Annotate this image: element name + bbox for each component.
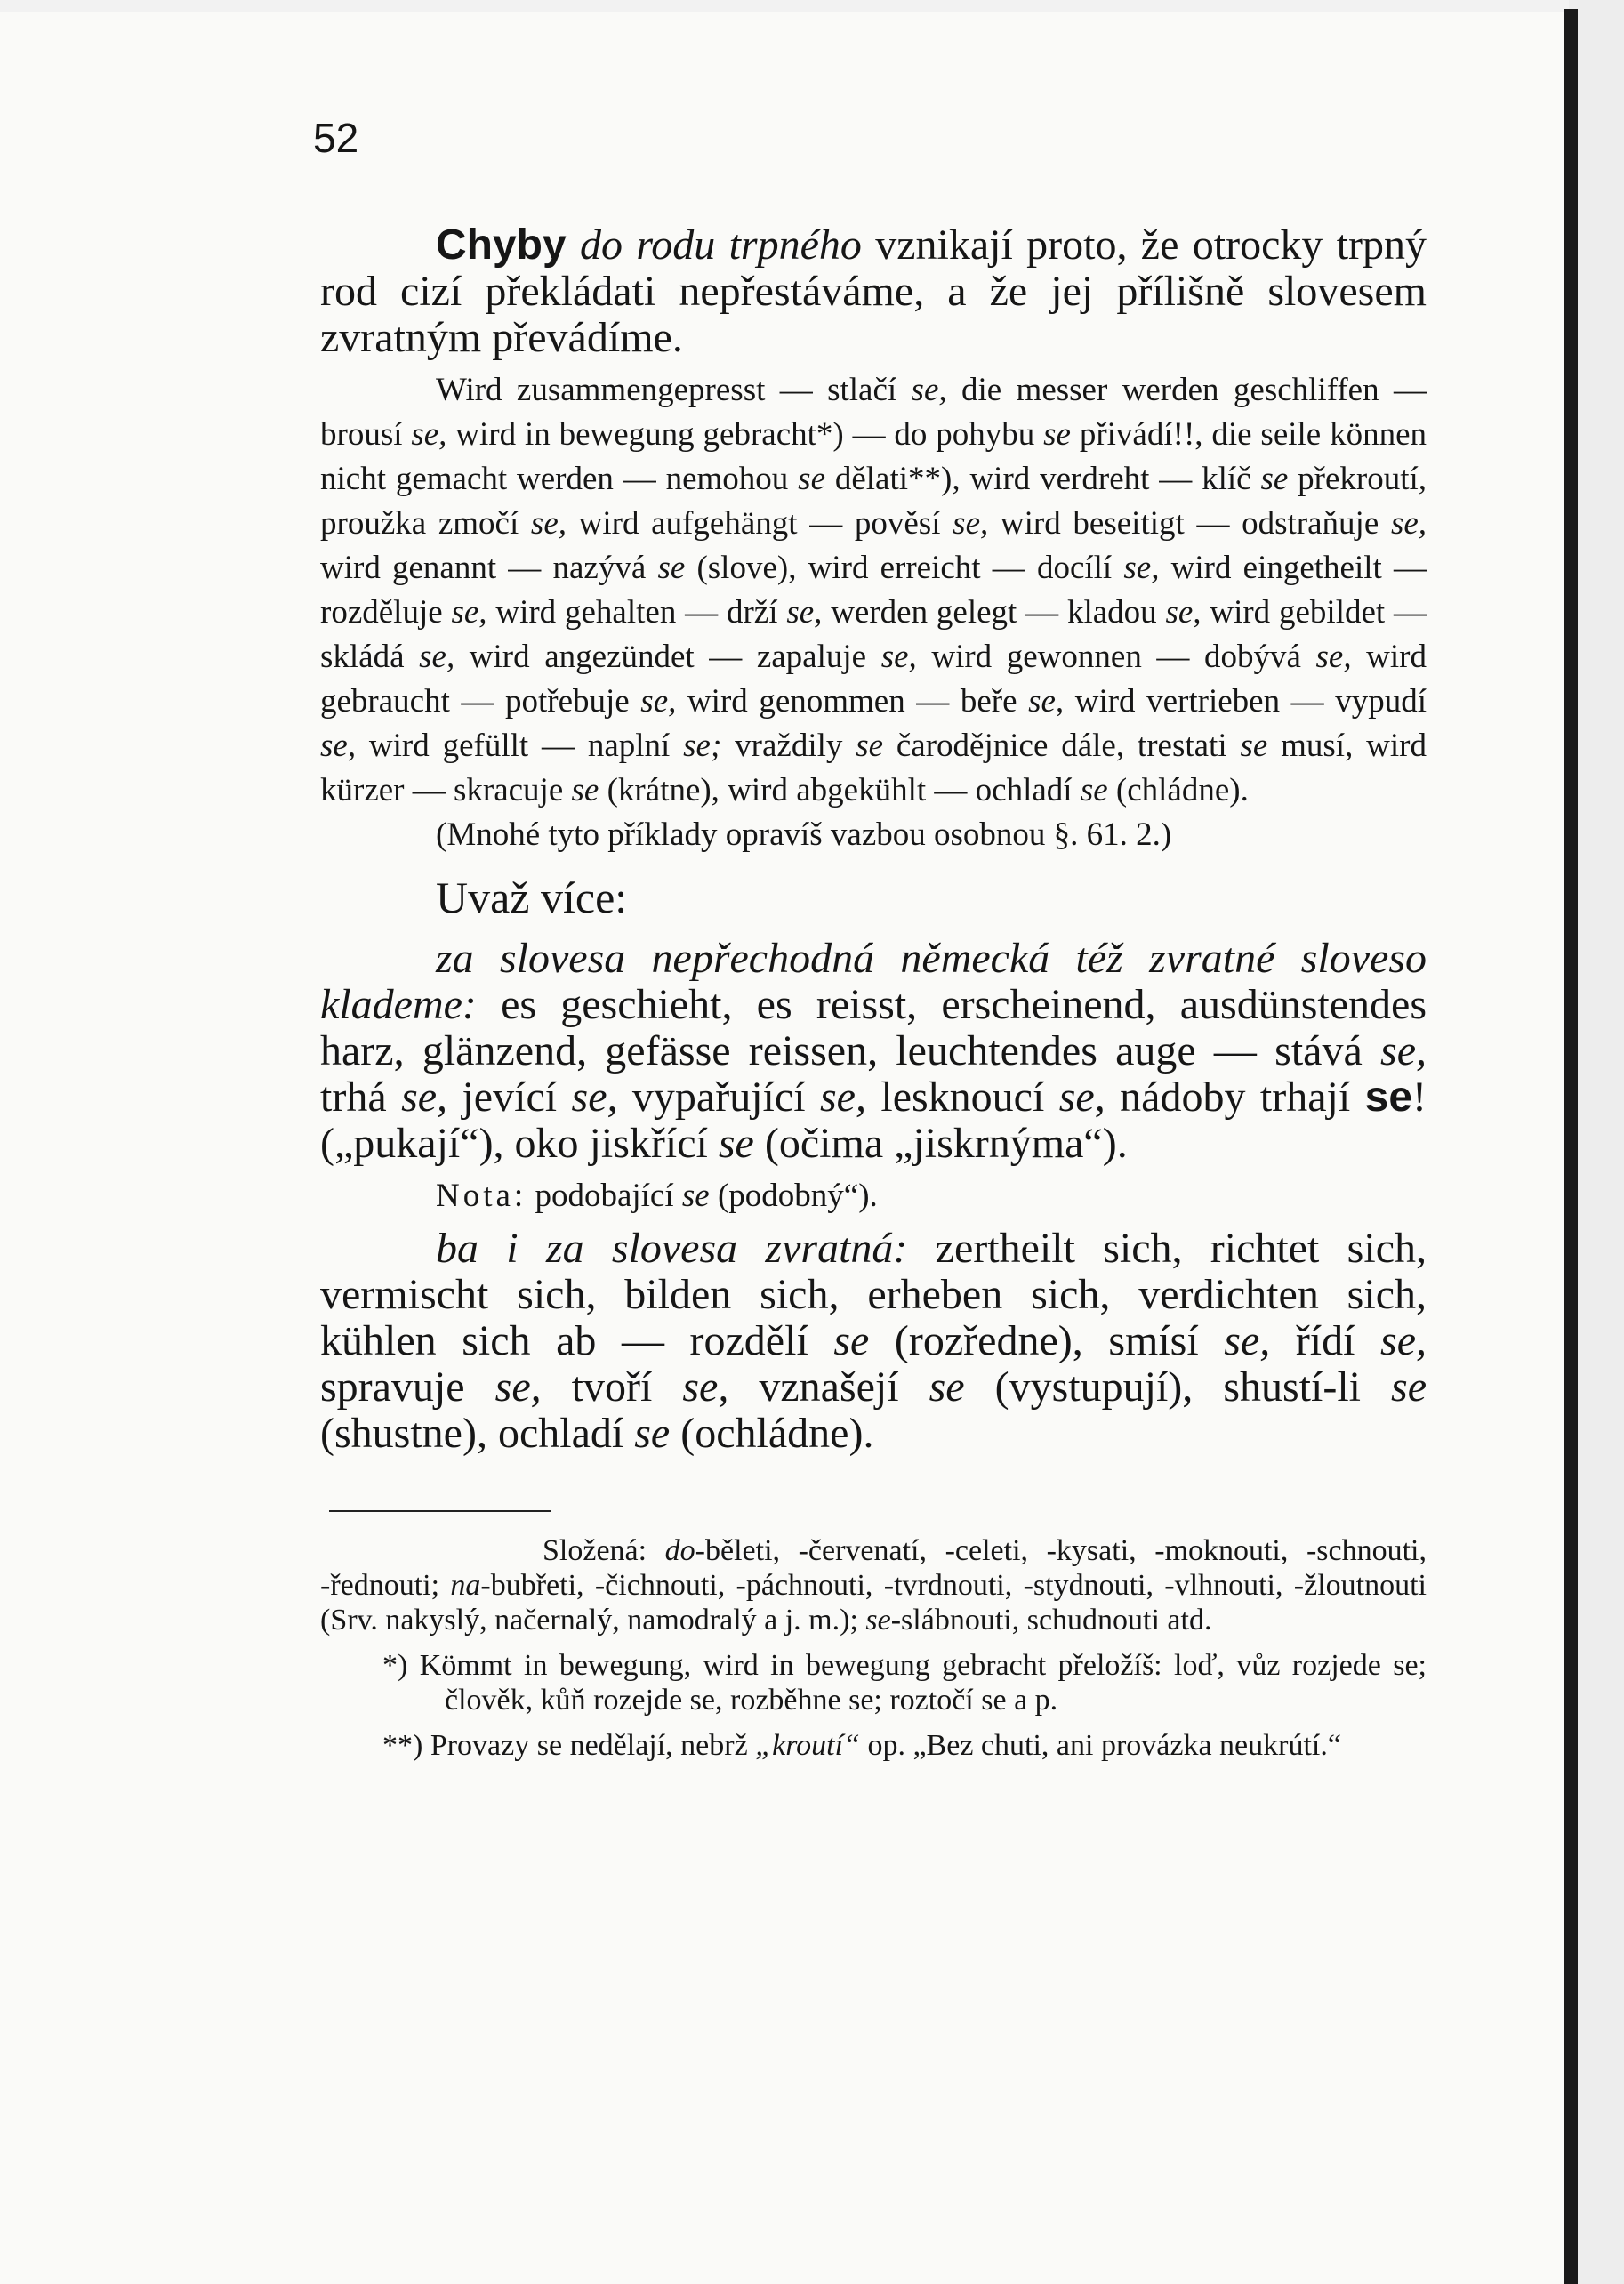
se-word: se [681,1178,710,1214]
se-word: se, [1123,550,1160,586]
paragraph-text: ! („pukají“), oko jiskřící [320,1074,1427,1167]
note-paragraph: (Mnohé tyto příklady opravíš vazbou osobnou §. 61. 2.) [436,816,1172,853]
se-word: se [856,728,884,764]
footnote-rule [329,1510,551,1512]
prefix-italic: do [664,1534,695,1567]
footnote-text: Provazy se nedělají, nebrž [422,1729,756,1762]
se-word: se, [1380,1027,1427,1074]
footnote-text: Kömmt in bewegung, wird in bewegung gebracht přeložíš: loď, vůz rozjede se; člověk, kůň rozejde se, rozběhne se; roztočí se a p. [407,1649,1427,1717]
paragraph-text: (rozředne), smísí [869,1317,1225,1364]
se-word: se, [451,594,487,631]
se-word: se, [411,416,447,453]
nota-label: Nota: [436,1178,527,1214]
examples-text: werden gelegt — kladou [822,594,1166,631]
examples-text: (krátne), wird abgekühlt — ochladí [599,772,1081,808]
se-word: se, [786,594,823,631]
paragraph-text: tvoří [541,1363,683,1411]
intransitive-lead: za slovesa nepřechodná německá též zvratné sloveso klademe: [320,935,1427,1028]
examples-text: (slove), wird erreicht — docílí [685,550,1124,586]
se-word: se [718,1120,754,1167]
examples-text: die messer werden geschliffen — brousí [320,372,1427,453]
se-word: se, [571,1074,618,1121]
nota-text: (podobný“). [709,1178,878,1214]
paragraph-text: nádoby trhají [1105,1074,1365,1121]
main-text [320,222,1427,1763]
intro-italic-phrase: do rodu trpného [580,221,862,269]
examples-text: wird beseitigt — odstraňuje [988,505,1391,542]
examples-text: wird gewonnen — dobývá [916,639,1316,675]
intro-paragraph [320,222,1427,361]
se-word: se, [1390,505,1427,542]
se-word: se, [953,505,989,542]
paragraph-text: zertheilt sich, richtet sich, vermischt sich, bilden sich, erheben sich, verdichten sich, kühlen sich ab — rozdělí [320,1225,1427,1364]
se-word: se, [880,639,917,675]
prefix-italic: na [450,1569,481,1602]
footnote-text: -bubřeti, -čichnouti, -páchnouti, -tvrdnouti, -stydnouti, -vlhnouti, -žloutnouti (Srv. nakyslý, načernalý, namodralý a j. m.); [320,1569,1427,1637]
examples-text: musí, wird kürzer — skracuje [320,728,1427,808]
se-word: se [833,1317,870,1364]
examples-text: wird in bewegung gebracht*) — do pohybu [446,416,1044,453]
footnote-double-star [320,1728,1427,1763]
examples-text: wird genannt — nazývá [320,550,658,586]
examples-text: čarodějnice dále, trestati [883,728,1241,764]
footnote-text: -běleti, -červenatí, -celeti, -kysati, -moknouti, -schnouti, -řednouti; [320,1534,1427,1602]
examples-text: wird gefüllt — naplní [356,728,684,764]
se-word: se, [640,683,677,720]
prefix-italic: se [865,1604,891,1637]
se-word: se [1043,416,1071,453]
paragraph-text: lesknoucí [865,1074,1059,1121]
consider-heading: Uvaž více: [436,873,628,922]
intransitive-paragraph [320,936,1427,1167]
se-word: se, [682,1363,729,1411]
examples-text: wird aufgehängt — pověsí [567,505,953,542]
se-word: se [1240,728,1268,764]
se-word-bold: se [1364,1074,1413,1121]
se-word: se, [1315,639,1352,675]
se-word: se [1260,461,1289,497]
examples-text: Wird zusammengepresst — stlačí [436,372,912,408]
examples-text: wird genommen — beře [676,683,1029,720]
nota-paragraph [320,1174,1427,1218]
paragraph-text: jevící [447,1074,572,1121]
se-word: se, [1028,683,1065,720]
examples-text: wird gebraucht — potřebuje [320,639,1427,720]
se-word: se [929,1363,965,1411]
footnote-text: -slábnouti, schudnouti atd. [890,1604,1212,1637]
footnote-compounds [320,1533,1427,1637]
se-word: se, [1165,594,1202,631]
se-word: se [1080,772,1108,808]
examples-paragraph [320,368,1427,813]
examples-text: wird angezündet — zapaluje [454,639,881,675]
se-word: se, [1380,1317,1427,1364]
se-word: se, [320,728,357,764]
se-word: se, [494,1363,542,1411]
scan-top-border [0,0,1624,12]
se-word: se; [683,728,722,764]
paragraph-text: řídí [1270,1317,1381,1364]
se-word: se, [1224,1317,1271,1364]
se-word: se [634,1410,671,1457]
footnote-text: op. „Bez chuti, ani provázka neukrútí.“ [859,1729,1341,1762]
examples-text: wird gehalten — drží [486,594,787,631]
se-word: se [657,550,686,586]
footnote-marker: **) [382,1729,423,1762]
se-word: se, [819,1074,866,1121]
intro-text: vznikají proto, že otrocky trpný rod cizí překládati nepřestáváme, a že jej přílišně slovesem zvratným převádíme. [320,221,1427,361]
examples-text: wird eingetheilt — rozděluje [320,550,1427,631]
se-word: se, [1058,1074,1105,1121]
se-word: se, [419,639,455,675]
paragraph-text: vznašejí [728,1363,929,1411]
paragraph-text: (očima „jiskrnýma“). [753,1120,1128,1167]
se-word: se, [911,372,947,408]
paragraph-text: (vystupují), shustí-li [964,1363,1392,1411]
footnote-text: Složená: [543,1534,665,1567]
reflexive-lead: ba i za slovesa zvratná: [436,1225,908,1272]
footnote-marker: *) [382,1649,408,1682]
paragraph-text: spravuje [320,1363,495,1411]
paragraph-text: es geschieht, es reisst, erscheinend, ausdünstendes harz, glänzend, gefässe reissen, leuchtendes auge — stává [320,981,1427,1074]
se-word: se, [530,505,567,542]
reflexive-paragraph [320,1226,1427,1457]
examples-text: wird gebildet — skládá [320,594,1427,675]
examples-text: (chládne). [1107,772,1249,808]
scan-right-edge-line [1564,9,1578,2284]
examples-text: dělati**), wird verdreht — klíč [825,461,1261,497]
footnote-italic: „kroutí“ [755,1729,860,1762]
paragraph-text: (shustne), ochladí [320,1410,635,1457]
examples-text: wird vertrieben — vypudí [1064,683,1427,720]
examples-text: překroutí, proužka zmočí [320,461,1427,542]
paragraph-text: trhá [320,1074,402,1121]
se-word: se, [401,1074,448,1121]
nota-text: podobající [527,1178,682,1214]
se-word: se [798,461,825,497]
paragraph-text: vypařující [617,1074,820,1121]
page-number: 52 [313,115,359,161]
examples-text: přivádí!!, die seile können nicht gemacht werden — nemohou [320,416,1427,497]
footnote-single-star [320,1648,1427,1717]
se-word: se [571,772,599,808]
intro-heading-word: Chyby [436,221,567,269]
paragraph-text: (ochládne). [670,1410,874,1457]
se-word: se [1391,1363,1427,1411]
examples-text: vraždily [721,728,856,764]
